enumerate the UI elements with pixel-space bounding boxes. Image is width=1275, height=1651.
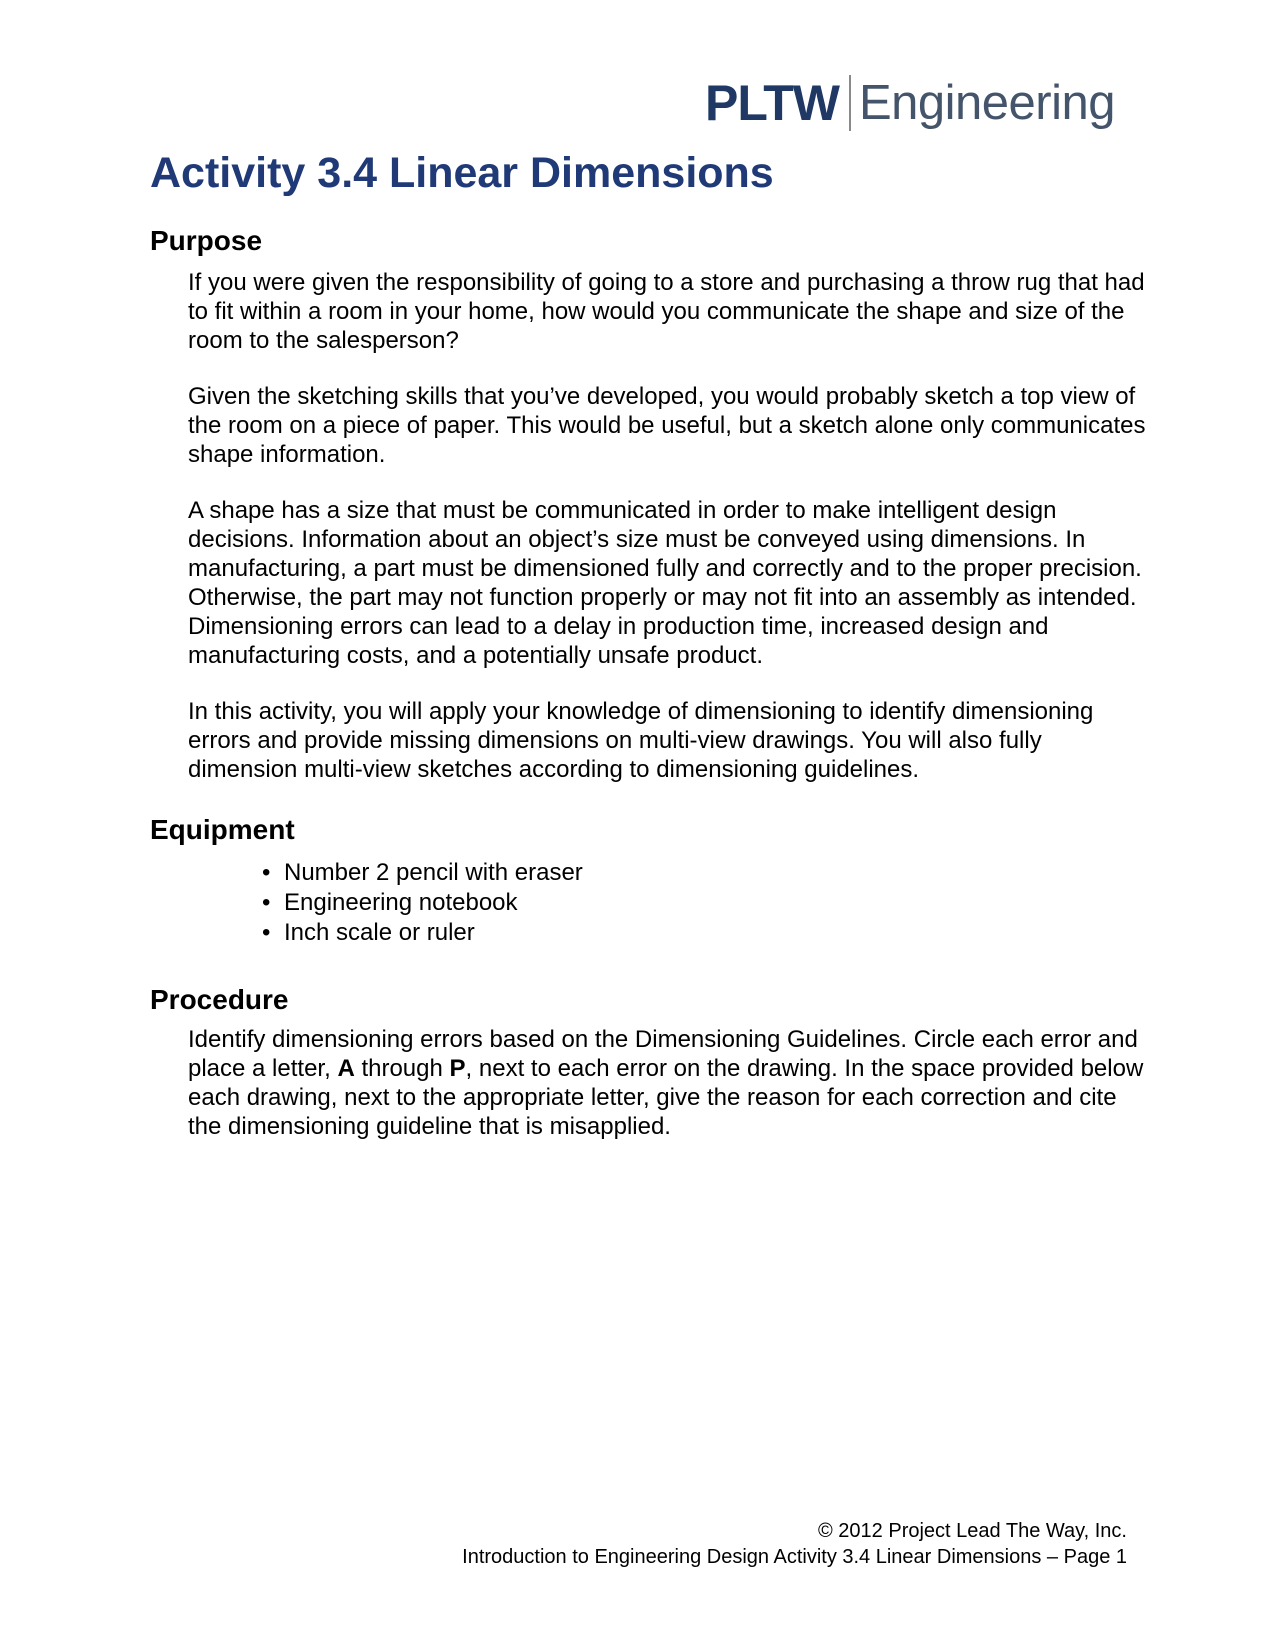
equipment-item-label: Number 2 pencil with eraser (284, 859, 583, 886)
procedure-text-2: through (354, 1055, 450, 1082)
purpose-paragraph-4: In this activity, you will apply your knowledge of dimensioning to identify dimensioning errors and provide missing dimensions on multi-view drawings. You will also fully dimension multi-view sketches according to dimensioning guidelines. (188, 698, 1094, 783)
bullet-icon: • (262, 919, 271, 946)
procedure-text-3: , next to each error on the drawing. In the space provided below each drawing, next to the appropriate letter, give the reason for each correction and cite the dimensioning guideline that is misapplied. (188, 1055, 1144, 1140)
page-footer (462, 1518, 1127, 1570)
bullet-icon: • (262, 889, 271, 916)
pltw-engineering-logo (705, 72, 1115, 134)
purpose-paragraph-3: A shape has a size that must be communicated in order to make intelligent design decisions. Information about an object’s size must be conveyed using dimensions. In manufacturing, a part must be dimensioned fully and correctly and to the proper precision. Otherwise, the part may not function properly or may not fit into an assembly as intended. Dimensioning errors can lead to a delay in production time, increased design and manufacturing costs, and a potentially unsafe product. (188, 497, 1142, 669)
procedure-text-1: Identify dimensioning errors based on the Dimensioning Guidelines. Circle each error and place a letter, (188, 1026, 1138, 1082)
letter-p: P (449, 1055, 466, 1082)
logo-divider (849, 75, 851, 131)
document-title: Activity 3.4 Linear Dimensions (150, 149, 774, 197)
letter-a: A (337, 1055, 355, 1082)
list-item (262, 888, 583, 918)
purpose-paragraph-1: If you were given the responsibility of going to a store and purchasing a throw rug that had to fit within a room in your home, how would you communicate the shape and size of the room to the salesperson? (188, 269, 1145, 354)
list-item (262, 918, 583, 948)
list-item (262, 858, 583, 888)
logo-word: Engineering (858, 75, 1115, 130)
equipment-heading: Equipment (150, 814, 295, 845)
procedure-heading: Procedure (150, 984, 289, 1015)
logo-mark: PLTW (705, 75, 839, 131)
purpose-heading: Purpose (150, 225, 263, 256)
procedure-paragraph (188, 1025, 1148, 1141)
purpose-paragraph-2: Given the sketching skills that you’ve developed, you would probably sketch a top view of the room on a piece of paper. This would be useful, but a sketch alone only communicates shape information. (188, 383, 1146, 468)
bullet-icon: • (262, 859, 271, 886)
equipment-item-label: Inch scale or ruler (284, 919, 475, 946)
footer-course-info: Introduction to Engineering Design Activity 3.4 Linear Dimensions – Page 1 (462, 1546, 1127, 1568)
equipment-list (262, 858, 583, 948)
footer-copyright: © 2012 Project Lead The Way, Inc. (818, 1520, 1127, 1542)
equipment-item-label: Engineering notebook (284, 889, 518, 916)
